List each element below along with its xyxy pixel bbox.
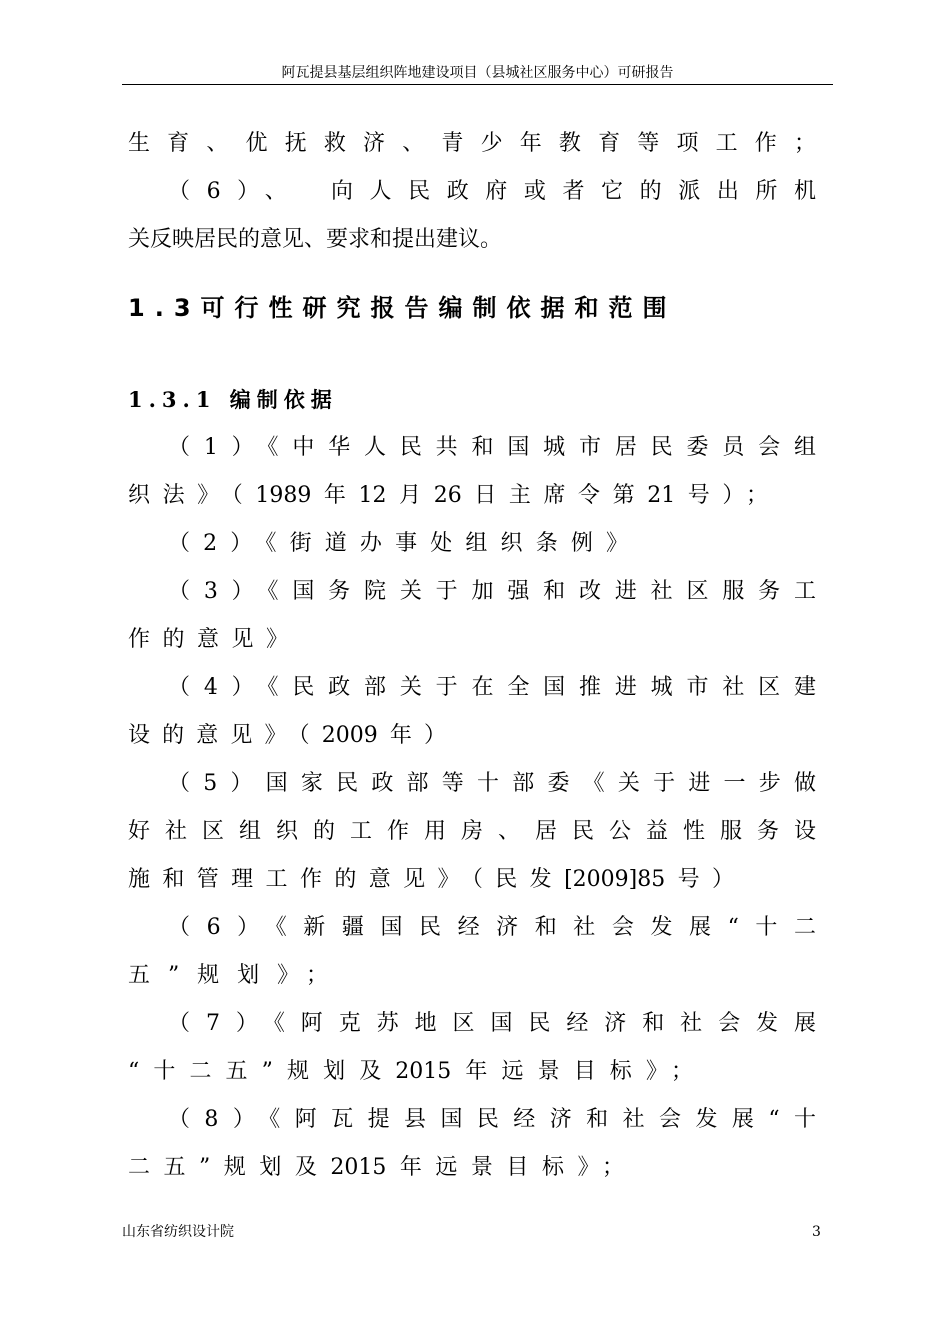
- list-item-line: 设的意见》（2009年）: [128, 723, 446, 748]
- header-divider: [122, 84, 833, 85]
- section-heading: 1.3可行性研究报告编制依据和范围: [128, 294, 677, 322]
- list-item-line: 作的意见》: [128, 627, 288, 652]
- list-item-line: （1）《中华人民共和国城市居民委员会组: [168, 435, 816, 460]
- list-item-line: （3）《国务院关于加强和改进社区服务工: [168, 579, 816, 604]
- text-line: 生育、优抚救济、青少年教育等项工作；: [128, 131, 816, 156]
- list-item-line: （2）《街道办事处组织条例》: [168, 531, 628, 556]
- list-item-line: 施和管理工作的意见》（民发[2009]85号）: [128, 867, 734, 892]
- text-line: 关反映居民的意见、要求和提出建议。: [128, 227, 503, 252]
- list-item-line: （4）《民政部关于在全国推进城市社区建: [168, 675, 816, 700]
- list-item-line: （6）《新疆国民经济和社会发展“十二: [168, 915, 816, 940]
- subsection-heading: 1.3.1 编制依据: [128, 387, 338, 412]
- list-item-line: “十二五”规划及2015年远景目标》；: [128, 1059, 693, 1084]
- list-item-line: 二五”规划及2015年远景目标》；: [128, 1155, 624, 1180]
- list-item-line: （5）国家民政部等十部委《关于进一步做: [168, 771, 816, 796]
- footer-organization: 山东省纺织设计院: [122, 1224, 234, 1240]
- list-item-line: （8）《阿瓦提县国民经济和社会发展“十: [168, 1107, 816, 1132]
- list-item-line: 织法》（1989年12月26日主席令第21号）；: [128, 483, 768, 508]
- list-item-line: 五”规划》；: [128, 963, 328, 988]
- header-title: 阿瓦提县基层组织阵地建设项目（县城社区服务中心）可研报告: [281, 65, 674, 81]
- page-number: 3: [812, 1224, 821, 1240]
- list-item-line: 好社区组织的工作用房、居民公益性服务设: [128, 819, 816, 844]
- text-line: （6）、 向人民政府或者它的派出所机: [168, 179, 816, 204]
- list-item-line: （7）《阿克苏地区国民经济和社会发展: [168, 1011, 816, 1036]
